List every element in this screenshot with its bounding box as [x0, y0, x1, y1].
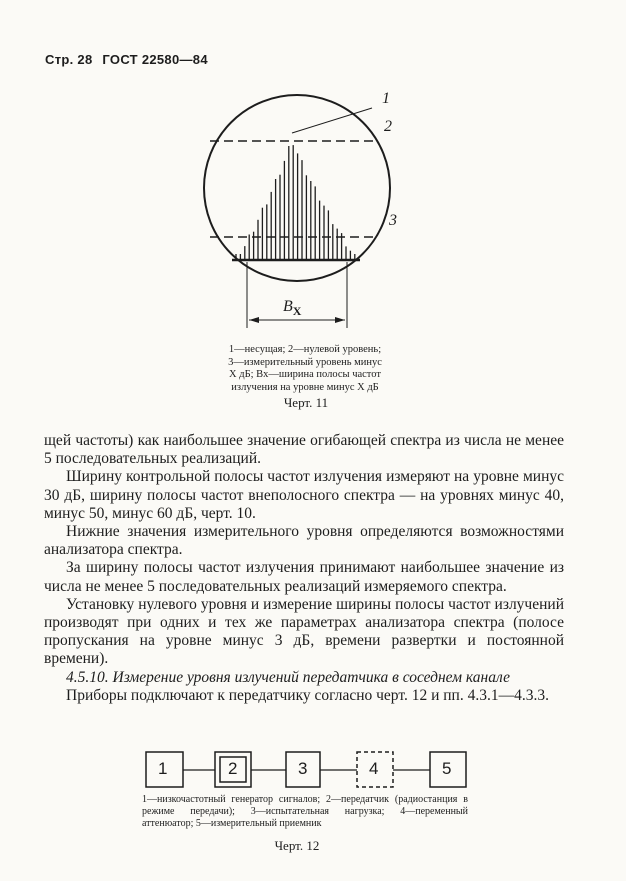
- standard-code: ГОСТ 22580—84: [102, 52, 208, 67]
- label-3: 3: [389, 212, 397, 229]
- paragraph-1: щей частоты) как наибольшее значение огибающей спектра из числа не менее 5 последовательных реализаций.: [44, 432, 564, 468]
- figure-11-caption-line-2: 3—измерительный уровень минус: [228, 356, 382, 368]
- label-2: 2: [384, 118, 392, 135]
- body-text: [44, 432, 564, 705]
- width-arrow-left-head: [249, 317, 259, 323]
- paragraph-5: Установку нулевого уровня и измерение ширины полосы частот излучений производят при одних и тех же параметрах анализатора спектра (полосе пропускания на уровне минус 3 дБ, времени развертки и постоянной времени).: [44, 595, 564, 668]
- bandwidth-label: $B_X$: [283, 298, 302, 319]
- paragraph-7: Приборы подключают к передатчику согласно черт. 12 и пп. 4.3.1—4.3.3.: [66, 686, 549, 704]
- label-1: 1: [382, 90, 390, 107]
- figure-11-diagram: [0, 0, 626, 340]
- figure-11-caption-line-1: 1—несущая; 2—нулевой уровень;: [228, 344, 382, 355]
- section-heading-4-5-10: 4.5.10. Измерение уровня излучений передатчика в соседнем канале: [66, 668, 510, 686]
- box-1-label: 1: [158, 759, 168, 778]
- figure-12-caption: 1—низкочастотный генератор сигналов; 2—передатчик (радиостанция в режиме передачи); 3—испытательная нагрузка; 4—переменный аттенюатор; 5—измерительный приемник: [142, 794, 468, 829]
- box-4-label: 4: [369, 759, 379, 778]
- figure-11-caption: [196, 344, 414, 394]
- box-2-label: 2: [228, 759, 238, 778]
- figure-11-caption-line-3: X дБ; Bx—ширина полосы частот: [229, 369, 381, 380]
- page-number: Стр. 28: [45, 52, 93, 67]
- figure-12-title: Черт. 12: [274, 838, 320, 853]
- paragraph-3: Нижние значения измерительного уровня определяются возможностями анализатора спектра.: [44, 523, 564, 559]
- figure-11-caption-line-4: излучения на уровне минус X дБ: [231, 381, 379, 393]
- box-3-label: 3: [298, 759, 308, 778]
- paragraph-4: За ширину полосы частот излучения принимают наибольшее значение из числа не менее 5 последовательных реализаций измеряемого спектра.: [44, 559, 564, 595]
- box-5-label: 5: [442, 759, 452, 778]
- paragraph-2: Ширину контрольной полосы частот излучения измеряют на уровне минус 30 дБ, ширину полосы частот внеполосного спектра — на уровнях минус 40, минус 50, минус 60 дБ, черт. 10.: [44, 468, 564, 522]
- spectrum-lines: [236, 145, 355, 260]
- figure-11-title: Черт. 11: [283, 395, 329, 410]
- width-arrow-right-head: [335, 317, 345, 323]
